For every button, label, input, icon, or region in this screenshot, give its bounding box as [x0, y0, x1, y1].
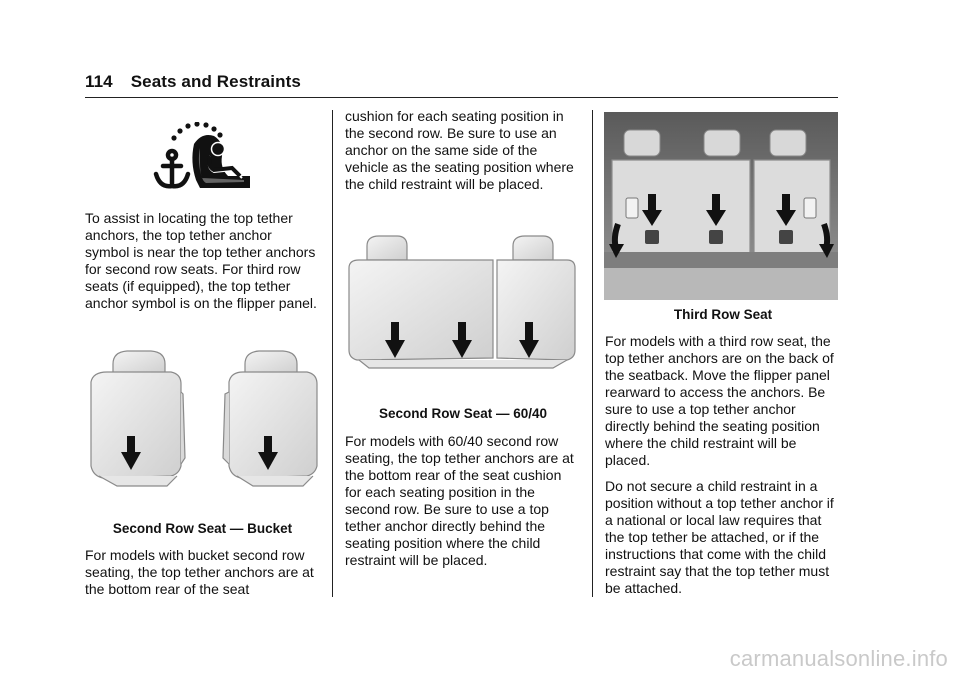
- third-row-caption: Third Row Seat: [673, 307, 773, 322]
- third-row-paragraph: For models with a third row seat, the top tether anchors are on the back of the seatback. Move the flipper panel rearward to access the anchors. Be sure to use a top tether anchor directly behind the seating position where the child restraint will be placed.: [605, 333, 834, 468]
- watermark: carmanualsonline.info: [729, 646, 948, 671]
- header-rule: [85, 97, 838, 98]
- split-bench-illustration: [345, 232, 579, 374]
- split-paragraph: For models with 60/40 second row seating, the top tether anchors are at the bottom rear of the seat cushion for each seating position in the second row. Be sure to use a top tether anchor directly behind the seating position where the child restraint will be placed.: [345, 433, 574, 568]
- column-2-lower: [345, 405, 581, 569]
- column-3: [605, 306, 841, 597]
- bucket-seats-illustration: [87, 348, 319, 490]
- continued-paragraph: cushion for each seating position in the second row. Be sure to use an anchor on the same side of the vehicle as the seating position where the child restraint will be placed.: [345, 108, 574, 192]
- page-header: [85, 72, 301, 92]
- column-1-lower: [85, 520, 320, 598]
- column-divider-1: [332, 110, 333, 597]
- section-title: Seats and Restraints: [130, 72, 301, 91]
- page-number: 114: [85, 72, 113, 91]
- bucket-paragraph: For models with bucket second row seating, the top tether anchors are at the bottom rear of the seat: [85, 547, 314, 597]
- column-1: [85, 210, 320, 312]
- column-2: [345, 108, 581, 193]
- intro-paragraph: To assist in locating the top tether anchors, the top tether anchor symbol is near the top tether anchors for second row seats. For third row seats (if equipped), the top tether anchor symbol is on the flipper panel.: [85, 210, 317, 311]
- split-caption: Second Row Seat — 60/40: [378, 406, 548, 421]
- top-tether-anchor-symbol-icon: [150, 122, 254, 194]
- warning-paragraph: Do not secure a child restraint in a position without a top tether anchor if a national or local law requires that the top tether be attached, or if the instructions that come with the child restraint say that the top tether must be attached.: [605, 478, 834, 596]
- column-divider-2: [592, 110, 593, 597]
- third-row-seat-illustration: [604, 112, 838, 300]
- bucket-caption: Second Row Seat — Bucket: [112, 521, 293, 536]
